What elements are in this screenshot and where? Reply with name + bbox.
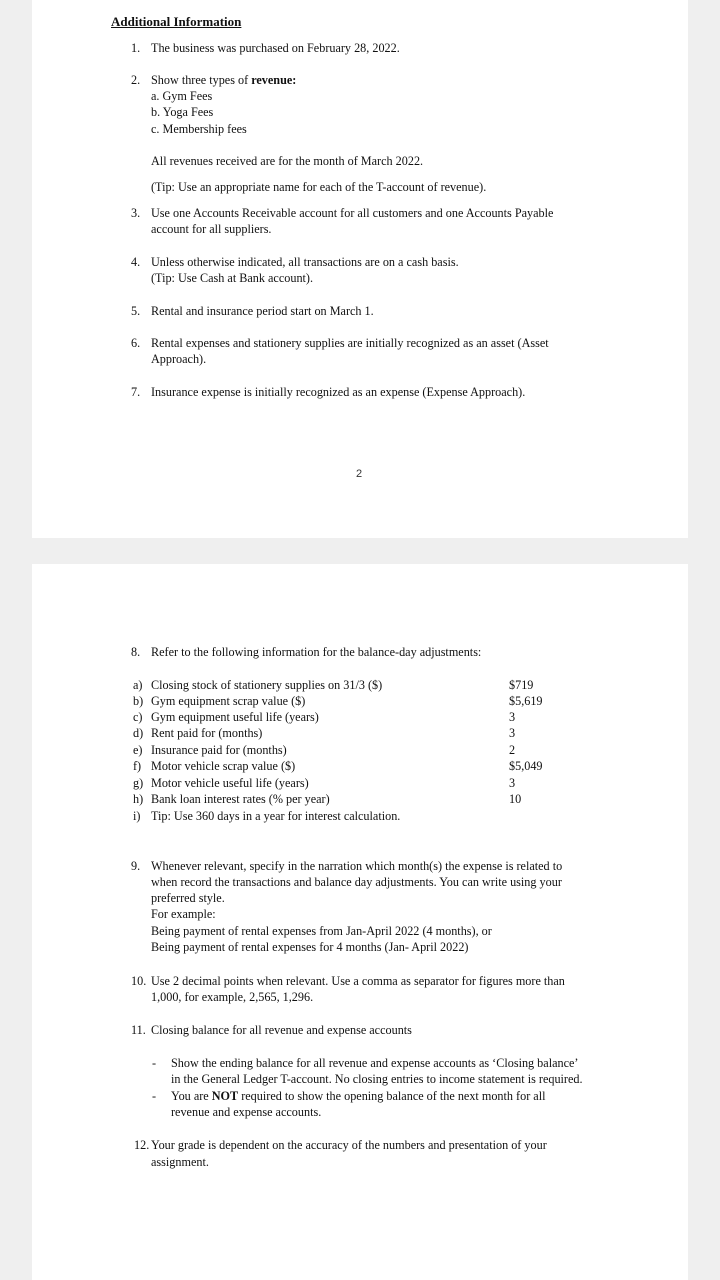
adjustment-label: b) bbox=[133, 694, 144, 708]
item-10-line-2: 1,000, for example, 2,565, 1,296. bbox=[151, 990, 314, 1004]
bullet-dash: - bbox=[152, 1056, 157, 1070]
item-4-line-1: Unless otherwise indicated, all transactions are on a cash basis. bbox=[151, 255, 459, 269]
adjustment-row bbox=[133, 808, 553, 824]
adjustment-row bbox=[133, 791, 553, 807]
adjustment-text: Motor vehicle useful life (years) bbox=[151, 776, 309, 790]
adjustment-label: e) bbox=[133, 743, 143, 757]
item-9-line-2: when record the transactions and balance day adjustments. You can write using your bbox=[151, 875, 562, 889]
item-1-text: The business was purchased on February 28, 2022. bbox=[151, 41, 400, 55]
adjustment-text: Gym equipment useful life (years) bbox=[151, 710, 319, 724]
adjustment-row bbox=[133, 725, 553, 741]
item-11-bullet-1-line-1: Show the ending balance for all revenue and expense accounts as ‘Closing balance’ bbox=[171, 1056, 579, 1070]
item-3-line-2: account for all suppliers. bbox=[151, 222, 272, 236]
item-9-line-3: preferred style. bbox=[151, 891, 225, 905]
adjustment-value: $719 bbox=[509, 678, 534, 692]
item-9-line-1: Whenever relevant, specify in the narration which month(s) the expense is related to bbox=[151, 859, 563, 873]
item-11-bullet-1-line-2: in the General Ledger T-account. No closing entries to income statement is required. bbox=[171, 1072, 583, 1086]
page-number: 2 bbox=[356, 468, 363, 480]
adjustment-label: g) bbox=[133, 776, 144, 790]
adjustment-value: $5,049 bbox=[509, 759, 543, 773]
adjustment-label: a) bbox=[133, 678, 143, 692]
adjustment-row bbox=[133, 677, 553, 693]
adjustment-value: $5,619 bbox=[509, 694, 543, 708]
adjustment-value: 10 bbox=[509, 792, 522, 806]
item-2-note-1: All revenues received are for the month of March 2022. bbox=[151, 154, 424, 168]
item-2-note-2: (Tip: Use an appropriate name for each of the T-account of revenue). bbox=[151, 180, 487, 194]
item-11-bullet-2-line-2: revenue and expense accounts. bbox=[171, 1105, 322, 1119]
item-5-number: 5. bbox=[131, 304, 141, 318]
item-8-number: 8. bbox=[131, 645, 141, 659]
document-page-2 bbox=[32, 564, 688, 1280]
section-heading: Additional Information bbox=[111, 14, 242, 29]
item-9-number: 9. bbox=[131, 859, 141, 873]
item-2-sub-b: b. Yoga Fees bbox=[151, 105, 214, 119]
item-2-lead-text: Show three types of bbox=[151, 73, 252, 87]
adjustment-row bbox=[133, 709, 553, 725]
item-2-lead-bold: revenue: bbox=[251, 73, 297, 87]
item-7-number: 7. bbox=[131, 385, 141, 399]
item-3-number: 3. bbox=[131, 206, 141, 220]
item-12-number: 12. bbox=[134, 1138, 150, 1152]
bullet-dash: - bbox=[152, 1089, 157, 1103]
adjustment-row bbox=[133, 742, 553, 758]
item-2-sub-c: c. Membership fees bbox=[151, 122, 247, 136]
adjustment-value: 3 bbox=[509, 726, 516, 740]
item-10-number: 10. bbox=[131, 974, 147, 988]
adjustment-text: Tip: Use 360 days in a year for interest calculation. bbox=[151, 809, 401, 823]
item-12-line-2: assignment. bbox=[151, 1155, 209, 1169]
adjustment-text: Bank loan interest rates (% per year) bbox=[151, 792, 330, 806]
item-1-number: 1. bbox=[131, 41, 141, 55]
item-4-line-2: (Tip: Use Cash at Bank account). bbox=[151, 271, 314, 285]
item-6-number: 6. bbox=[131, 336, 141, 350]
adjustment-text: Gym equipment scrap value ($) bbox=[151, 694, 306, 708]
item-9-line-6: Being payment of rental expenses for 4 months (Jan- April 2022) bbox=[151, 940, 469, 954]
adjustment-value: 2 bbox=[509, 743, 516, 757]
item-10-line-1: Use 2 decimal points when relevant. Use a comma as separator for figures more than bbox=[151, 974, 565, 988]
item-2-lead bbox=[151, 72, 296, 88]
bullet-2-pre: You are bbox=[171, 1089, 212, 1103]
adjustment-label: i) bbox=[133, 809, 141, 823]
adjustment-row bbox=[133, 758, 553, 774]
item-8-text: Refer to the following information for the balance-day adjustments: bbox=[151, 645, 482, 659]
adjustment-text: Insurance paid for (months) bbox=[151, 743, 287, 757]
adjustment-text: Motor vehicle scrap value ($) bbox=[151, 759, 296, 773]
adjustment-value: 3 bbox=[509, 710, 516, 724]
item-9-line-4: For example: bbox=[151, 907, 216, 921]
adjustment-text: Rent paid for (months) bbox=[151, 726, 263, 740]
bullet-2-bold: NOT bbox=[211, 1089, 239, 1103]
adjustment-label: d) bbox=[133, 726, 144, 740]
adjustment-text: Closing stock of stationery supplies on 31/3 ($) bbox=[151, 678, 383, 692]
item-6-line-1: Rental expenses and stationery supplies are initially recognized as an asset (Asset bbox=[151, 336, 549, 350]
item-2-sub-a: a. Gym Fees bbox=[151, 89, 213, 103]
document-page-1 bbox=[32, 0, 688, 538]
adjustment-label: h) bbox=[133, 792, 144, 806]
item-2-number: 2. bbox=[131, 73, 141, 87]
item-5-text: Rental and insurance period start on March 1. bbox=[151, 304, 374, 318]
adjustment-row bbox=[133, 693, 553, 709]
bullet-2-post: required to show the opening balance of the next month for all bbox=[238, 1089, 546, 1103]
item-11-text: Closing balance for all revenue and expense accounts bbox=[151, 1023, 412, 1037]
item-4-number: 4. bbox=[131, 255, 141, 269]
item-9-line-5: Being payment of rental expenses from Jan-April 2022 (4 months), or bbox=[151, 924, 492, 938]
adjustment-label: c) bbox=[133, 710, 143, 724]
item-11-number: 11. bbox=[131, 1023, 146, 1037]
adjustment-row bbox=[133, 775, 553, 791]
item-3-line-1: Use one Accounts Receivable account for all customers and one Accounts Payable bbox=[151, 206, 554, 220]
item-12-line-1: Your grade is dependent on the accuracy of the numbers and presentation of your bbox=[151, 1138, 547, 1152]
item-11-bullet-2-line-1 bbox=[171, 1088, 545, 1104]
adjustment-label: f) bbox=[133, 759, 142, 773]
item-6-line-2: Approach). bbox=[151, 352, 207, 366]
item-7-text: Insurance expense is initially recognized as an expense (Expense Approach). bbox=[151, 385, 526, 399]
adjustment-value: 3 bbox=[509, 776, 516, 790]
